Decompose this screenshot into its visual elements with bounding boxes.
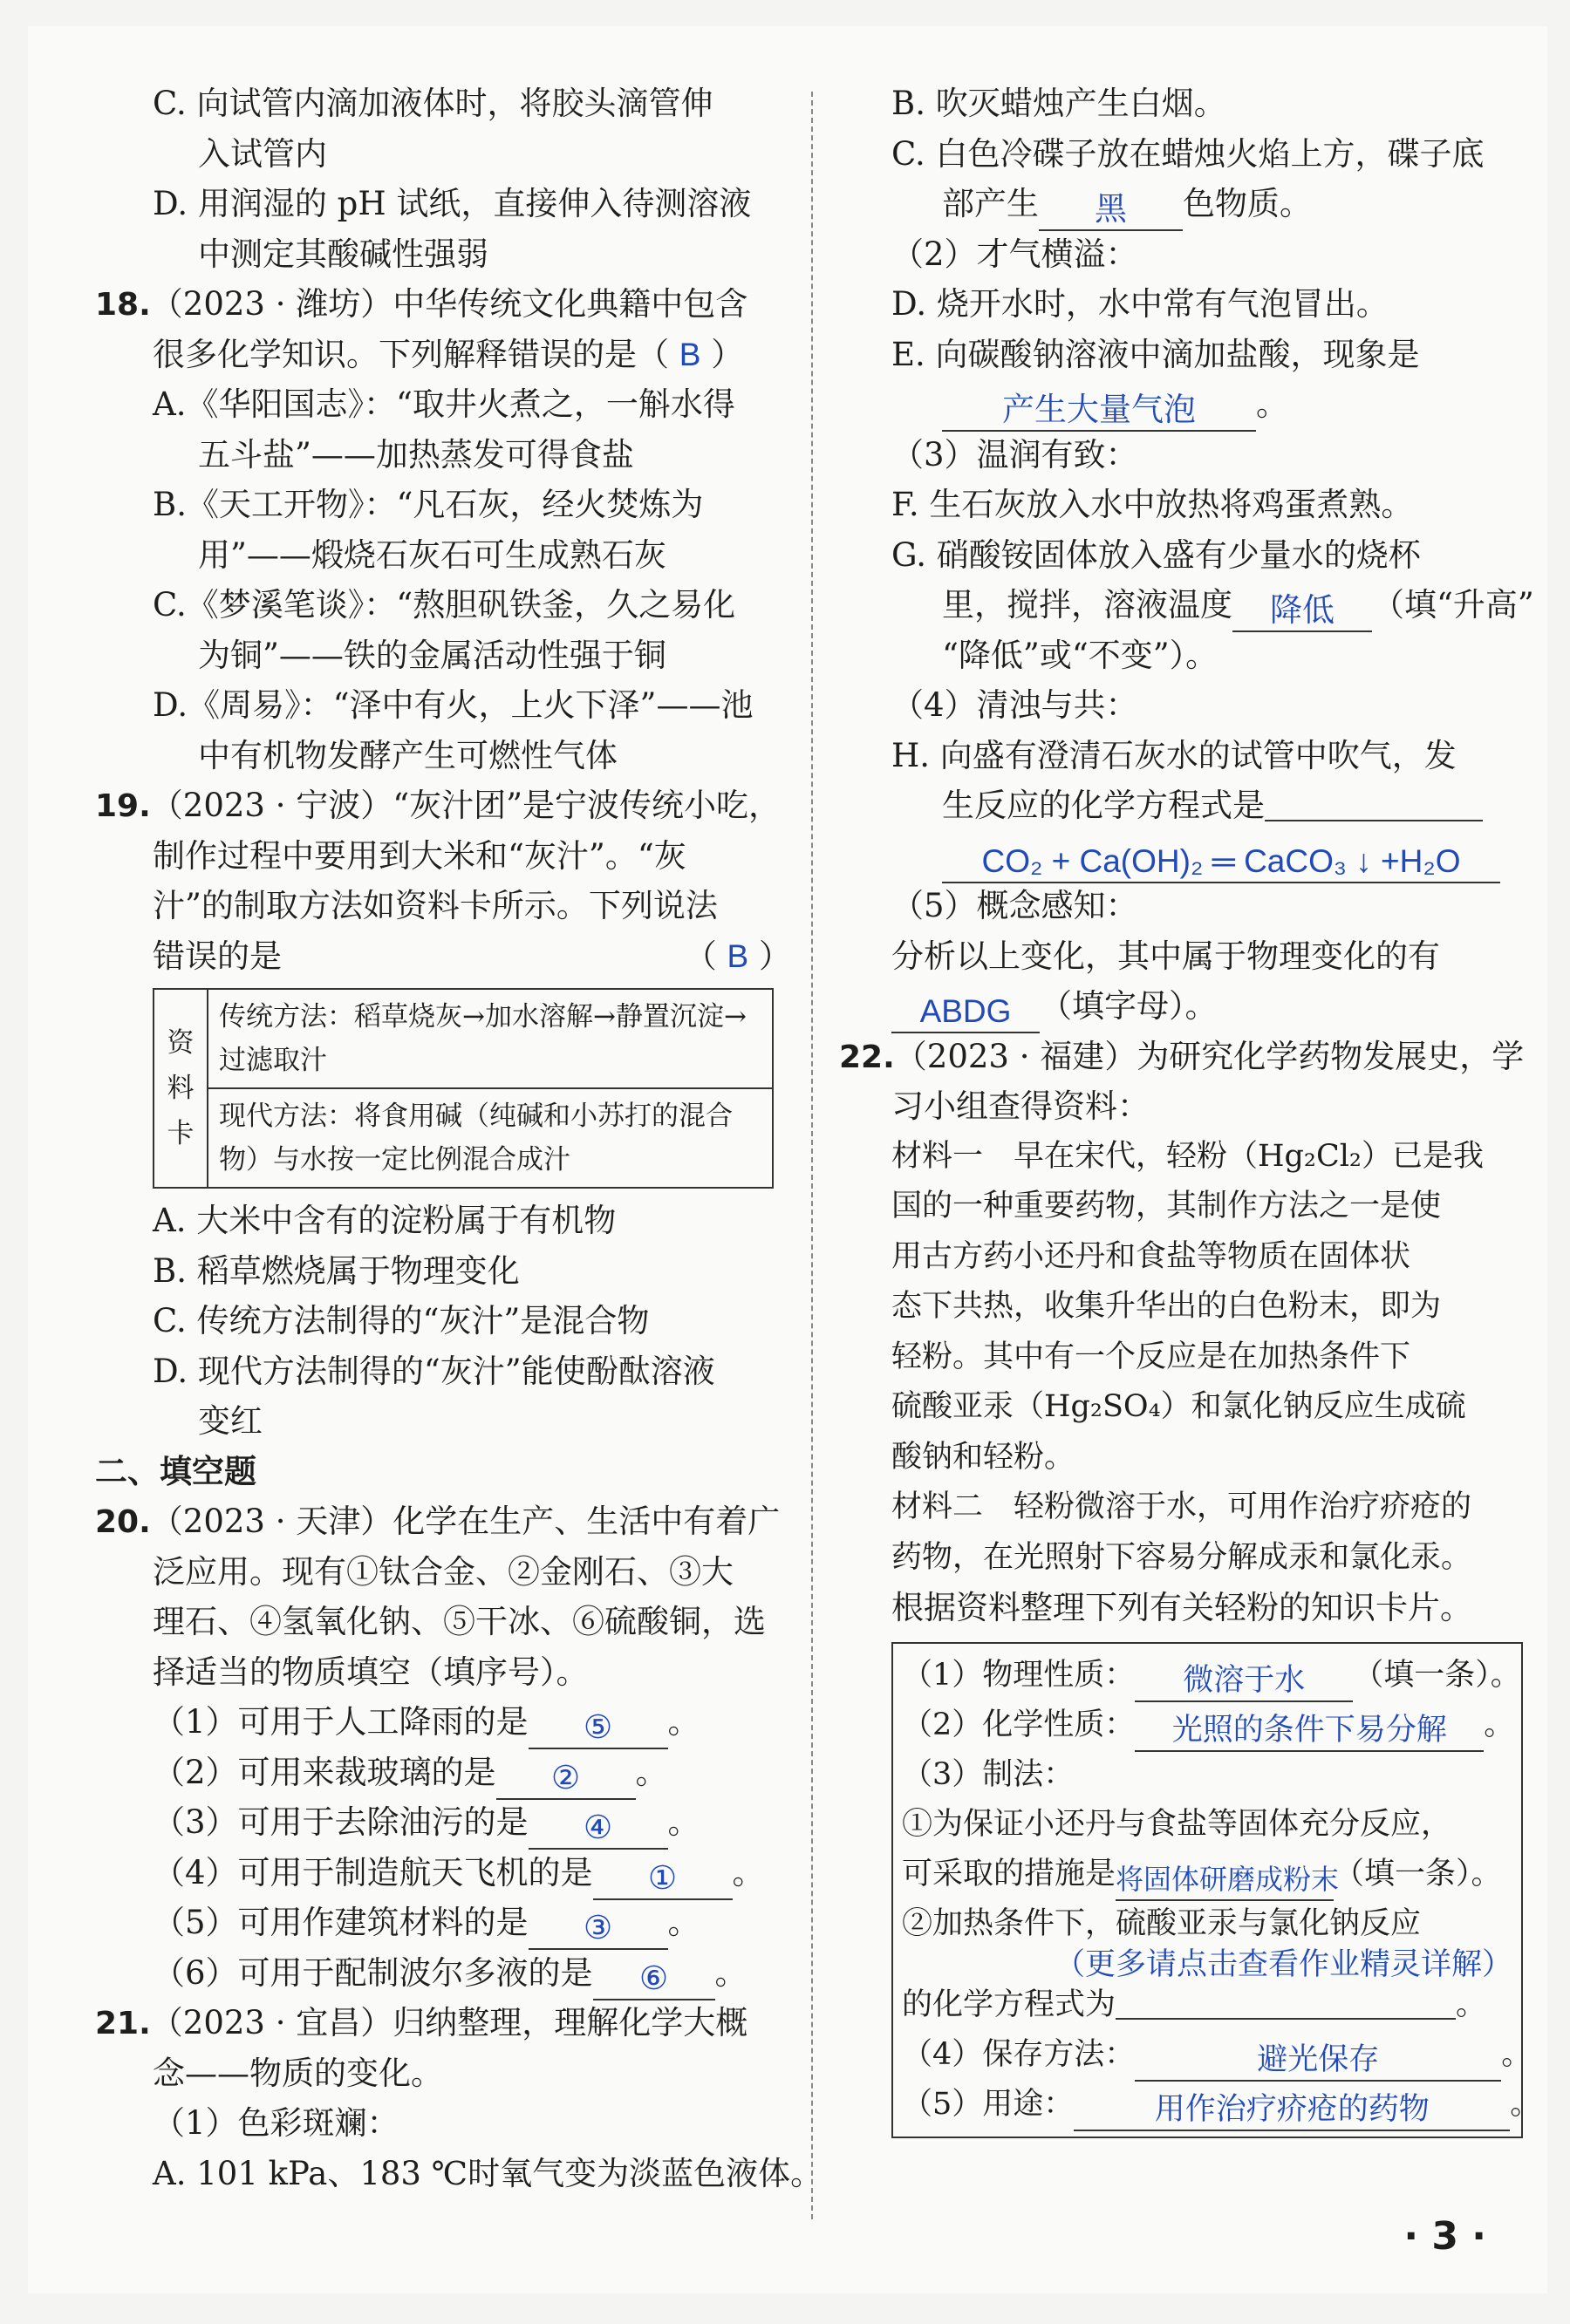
q21-c-answer-blank[interactable]: 黑 [1039,194,1183,231]
q19-stem-cont1: 制作过程中要用到大米和“灰汁”。“灰 [153,836,686,875]
material-1-cont: 轻粉。其中有一个反应是在加热条件下 [891,1339,1411,1374]
q21-number: 21. [95,2006,151,2041]
q22-instruction: 根据资料整理下列有关轻粉的知识卡片。 [891,1589,1472,1626]
q21-option-g: G. 硝酸铵固体放入盛有少量水的烧杯 [891,535,1421,574]
q17-option-c: C. 向试管内滴加液体时，将胶头滴管伸 [153,85,713,122]
q18-option-d-cont: 中有机物发酵产生可燃性气体 [198,736,618,774]
q21-part5: （5）概念感知： [891,887,1138,924]
q21-option-c-cont: 部产生 黑 色物质。 [891,179,1528,229]
usage-blank[interactable]: 用作治疗疥疮的药物 [1074,2095,1510,2131]
q21-option-c: C. 白色冷碟子放在蜡烛火焰上方，碟子底 [891,134,1485,173]
q20-stem: 20.（2023 · 天津）化学在生产、生活中有着广 [95,1503,781,1540]
q21-option-e-cont: 产生大量气泡 。 [891,379,1528,430]
card-physical-property: （1）物理性质： 微溶于水 （填一条）。 [902,1651,1512,1700]
q21-stem: 21.（2023 · 宜昌）归纳整理，理解化学大概 [95,2004,748,2041]
q20-item: （3）可用于去除油污的是 ④ 。 [102,1797,795,1848]
q21-option-b: B. 吹灭蜡烛产生白烟。 [891,85,1226,122]
material-1-cont: 硫酸亚汞（Hg₂SO₄）和氯化钠反应生成硫 [891,1389,1466,1424]
q18-stem: 18.（2023 · 潍坊）中华传统文化典籍中包含 [95,285,748,323]
knowledge-card [891,1642,1541,2138]
more-details-link[interactable]: （更多请点击查看作业精灵详解） [1054,1946,1512,1981]
q20-stem-cont2: 理石、④氢氧化钠、⑤干冰、⑥硫酸铜，选 [153,1603,766,1640]
q21-option-a: A. 101 kPa、183 ℃时氧气变为淡蓝色液体。 [153,2154,823,2192]
material-2: 材料二 轻粉微溶于水，可用作治疗疥疮的 [891,1489,1472,1524]
material-1-cont: 酸钠和轻粉。 [891,1439,1075,1475]
material-1-cont: 国的一种重要药物，其制作方法之一是使 [891,1189,1442,1223]
q21-part1: （1）色彩斑斓： [153,2104,399,2142]
q18-option-d: D.《周易》：“泽中有火，上火下泽”——池 [153,686,754,724]
q17-option-d: D. 用润湿的 pH 试纸，直接伸入待测溶液 [153,185,752,222]
material-1: 材料一 早在宋代，轻粉（Hg₂Cl₂）已是我 [891,1138,1484,1174]
q18-option-a: A.《华阳国志》：“取井火煮之，一斛水得 [153,385,735,423]
card-preparation-1-cont: 可采取的措施是将固体研磨成粉末（填一条）。 [902,1850,1512,1899]
info-card-body [208,990,772,1187]
q21-part3: （3）温润有致： [891,435,1138,474]
q21-part4: （4）清浊与共： [891,686,1138,724]
q19-stem-cont3: 错误的是 （ B ） [153,937,791,975]
q20-stem-cont3: 择适当的物质填空（填序号）。 [153,1653,589,1691]
q20-item: （4）可用于制造航天飞机的是 ① 。 [102,1848,795,1898]
info-card-modern: 现代方法：将食用碱（纯碱和小苏打的混合物）与水按一定比例混合成汁 [208,1087,772,1187]
q21-option-e: E. 向碳酸钠溶液中滴加盐酸，现象是 [891,335,1420,373]
q19-option-c: C. 传统方法制得的“灰汁”是混合物 [153,1302,650,1339]
q18-option-b-cont: 用”——煅烧石灰石可生成熟石灰 [198,535,666,574]
q20-answer-blank[interactable]: ③ [529,1913,668,1950]
card-chemical-property: （2）化学性质： 光照的条件下易分解 。 [902,1700,1512,1750]
q20-item: （1）可用于人工降雨的是 ⑤ 。 [102,1697,795,1748]
q19-option-b: B. 稻草燃烧属于物理变化 [153,1251,520,1290]
q22-stem-cont: 习小组查得资料： [891,1087,1150,1125]
q21-h-answer-blank[interactable]: CO₂ + Ca(OH)₂ ═ CaCO₃ ↓ +H₂O [942,847,1500,883]
q19-option-d: D. 现代方法制得的“灰汁”能使酚酞溶液 [153,1352,715,1390]
q19-stem: 19.（2023 · 宁波）“灰汁团”是宁波传统小吃， [95,787,782,824]
equation-blank[interactable] [1116,1983,1456,2020]
q18-number: 18. [95,287,151,323]
card-preparation-1: ①为保证小还丹与食盐等固体充分反应， [902,1806,1452,1842]
q20-number: 20. [95,1504,151,1540]
info-card [153,988,774,1189]
card-preparation-2: ②加热条件下，硫酸亚汞与氯化钠反应 [902,1905,1422,1941]
q21-g-answer-blank[interactable]: 降低 [1232,596,1372,632]
q21-e-answer-blank[interactable]: 产生大量气泡 [942,395,1256,432]
q18-stem-cont: 很多化学知识。下列解释错误的是（ B ） [153,335,744,373]
q22-stem: 22.（2023 · 福建）为研究化学药物发展史，学 [839,1037,1525,1075]
physical-property-blank[interactable]: 微溶于水 [1135,1666,1353,1702]
q17-option-c-cont: 入试管内 [198,134,327,173]
material-2-cont: 药物，在光照射下容易分解成汞和氯化汞。 [891,1539,1472,1575]
material-1-cont: 态下共热，收集升华出的白色粉末，即为 [891,1289,1442,1324]
q21-option-f: F. 生石灰放入水中放热将鸡蛋煮熟。 [891,486,1414,523]
left-column [95,78,823,2198]
q20-answer-blank[interactable]: ① [593,1864,733,1900]
q20-stem-cont1: 泛应用。现有①钛合金、②金刚石、③大 [153,1552,734,1591]
info-card-traditional: 传统方法：稻草烧灰→加水溶解→静置沉淀→过滤取汁 [219,1001,747,1076]
material-1-cont: 用古方药小还丹和食盐等物质在固体状 [891,1238,1411,1274]
q21-option-g-cont: 里，搅拌，溶液温度 降低 （填“升高” [891,580,1528,630]
q21-part2: （2）才气横溢： [891,235,1138,273]
right-column [839,78,1541,2138]
q20-item: （5）可用作建筑材料的是 ③ 。 [102,1898,795,1948]
q22-number: 22. [839,1039,895,1075]
q21-stem-cont: 念——物质的变化。 [153,2054,443,2092]
q21-h-equation-line [891,831,1528,882]
card-preparation: （3）制法： [902,1756,1075,1792]
preparation-measure-blank[interactable]: 将固体研磨成粉末 [1116,1864,1334,1901]
q19-option-a: A. 大米中含有的淀粉属于有机物 [153,1202,617,1239]
q21-concept-cont: ABDG （填字母）。 [891,981,1528,1032]
q20-answer-blank[interactable]: ⑥ [593,1964,715,2000]
q20-answer-blank[interactable]: ⑤ [529,1713,668,1749]
card-storage: （4）保存方法： 避光保存 。 [902,2030,1512,2080]
q21-concept: 分析以上变化，其中属于物理变化的有 [891,937,1440,975]
q20-item: （6）可用于配制波尔多液的是 ⑥ 。 [102,1948,795,1999]
q20-answer-blank[interactable]: ② [496,1763,636,1800]
q18-option-b: B.《天工开物》：“凡石灰，经火焚炼为 [153,486,704,523]
info-card-label: 资 料 卡 [154,990,208,1187]
q18-option-a-cont: 五斗盐”——加热蒸发可得食盐 [198,435,634,474]
section-heading: 二、填空题 [95,1452,256,1490]
q18-option-c: C.《梦溪笔谈》：“熬胆矾铁釜，久之易化 [153,586,736,624]
q21-option-g-cont2: “降低”或“不变”）。 [942,636,1218,674]
q21-option-d: D. 烧开水时，水中常有气泡冒出。 [891,285,1389,323]
q18-answer: B [679,336,701,372]
storage-blank[interactable]: 避光保存 [1135,2045,1501,2082]
q18-option-c-cont: 为铜”——铁的金属活动性强于铜 [198,636,666,674]
q21-option-h: H. 向盛有澄清石灰水的试管中吹气，发 [891,736,1457,774]
page [28,26,1547,2293]
page-number: · 3 · [1403,2214,1486,2259]
q21-option-h-cont: 生反应的化学方程式是 [891,780,1528,831]
q19-option-d-cont: 变红 [198,1402,263,1440]
q19-answer: B [727,937,749,974]
q21-h-blank-line [1265,785,1483,821]
q20-answer-blank[interactable]: ④ [529,1813,668,1850]
q21-concept-answer-blank[interactable]: ABDG [891,997,1040,1033]
chemical-property-blank[interactable]: 光照的条件下易分解 [1135,1715,1484,1752]
card-preparation-2-cont: 的化学方程式为 。 [902,1980,1512,2030]
q19-number: 19. [95,788,151,824]
column-divider [811,92,813,2219]
card-usage: （5）用途： 用作治疗疥疮的药物 。 [902,2080,1512,2130]
q17-option-d-cont: 中测定其酸碱性强弱 [198,235,488,273]
q20-item: （2）可用来裁玻璃的是 ② 。 [102,1748,795,1798]
q19-stem-cont2: 汁”的制取方法如资料卡所示。下列说法 [153,887,718,924]
